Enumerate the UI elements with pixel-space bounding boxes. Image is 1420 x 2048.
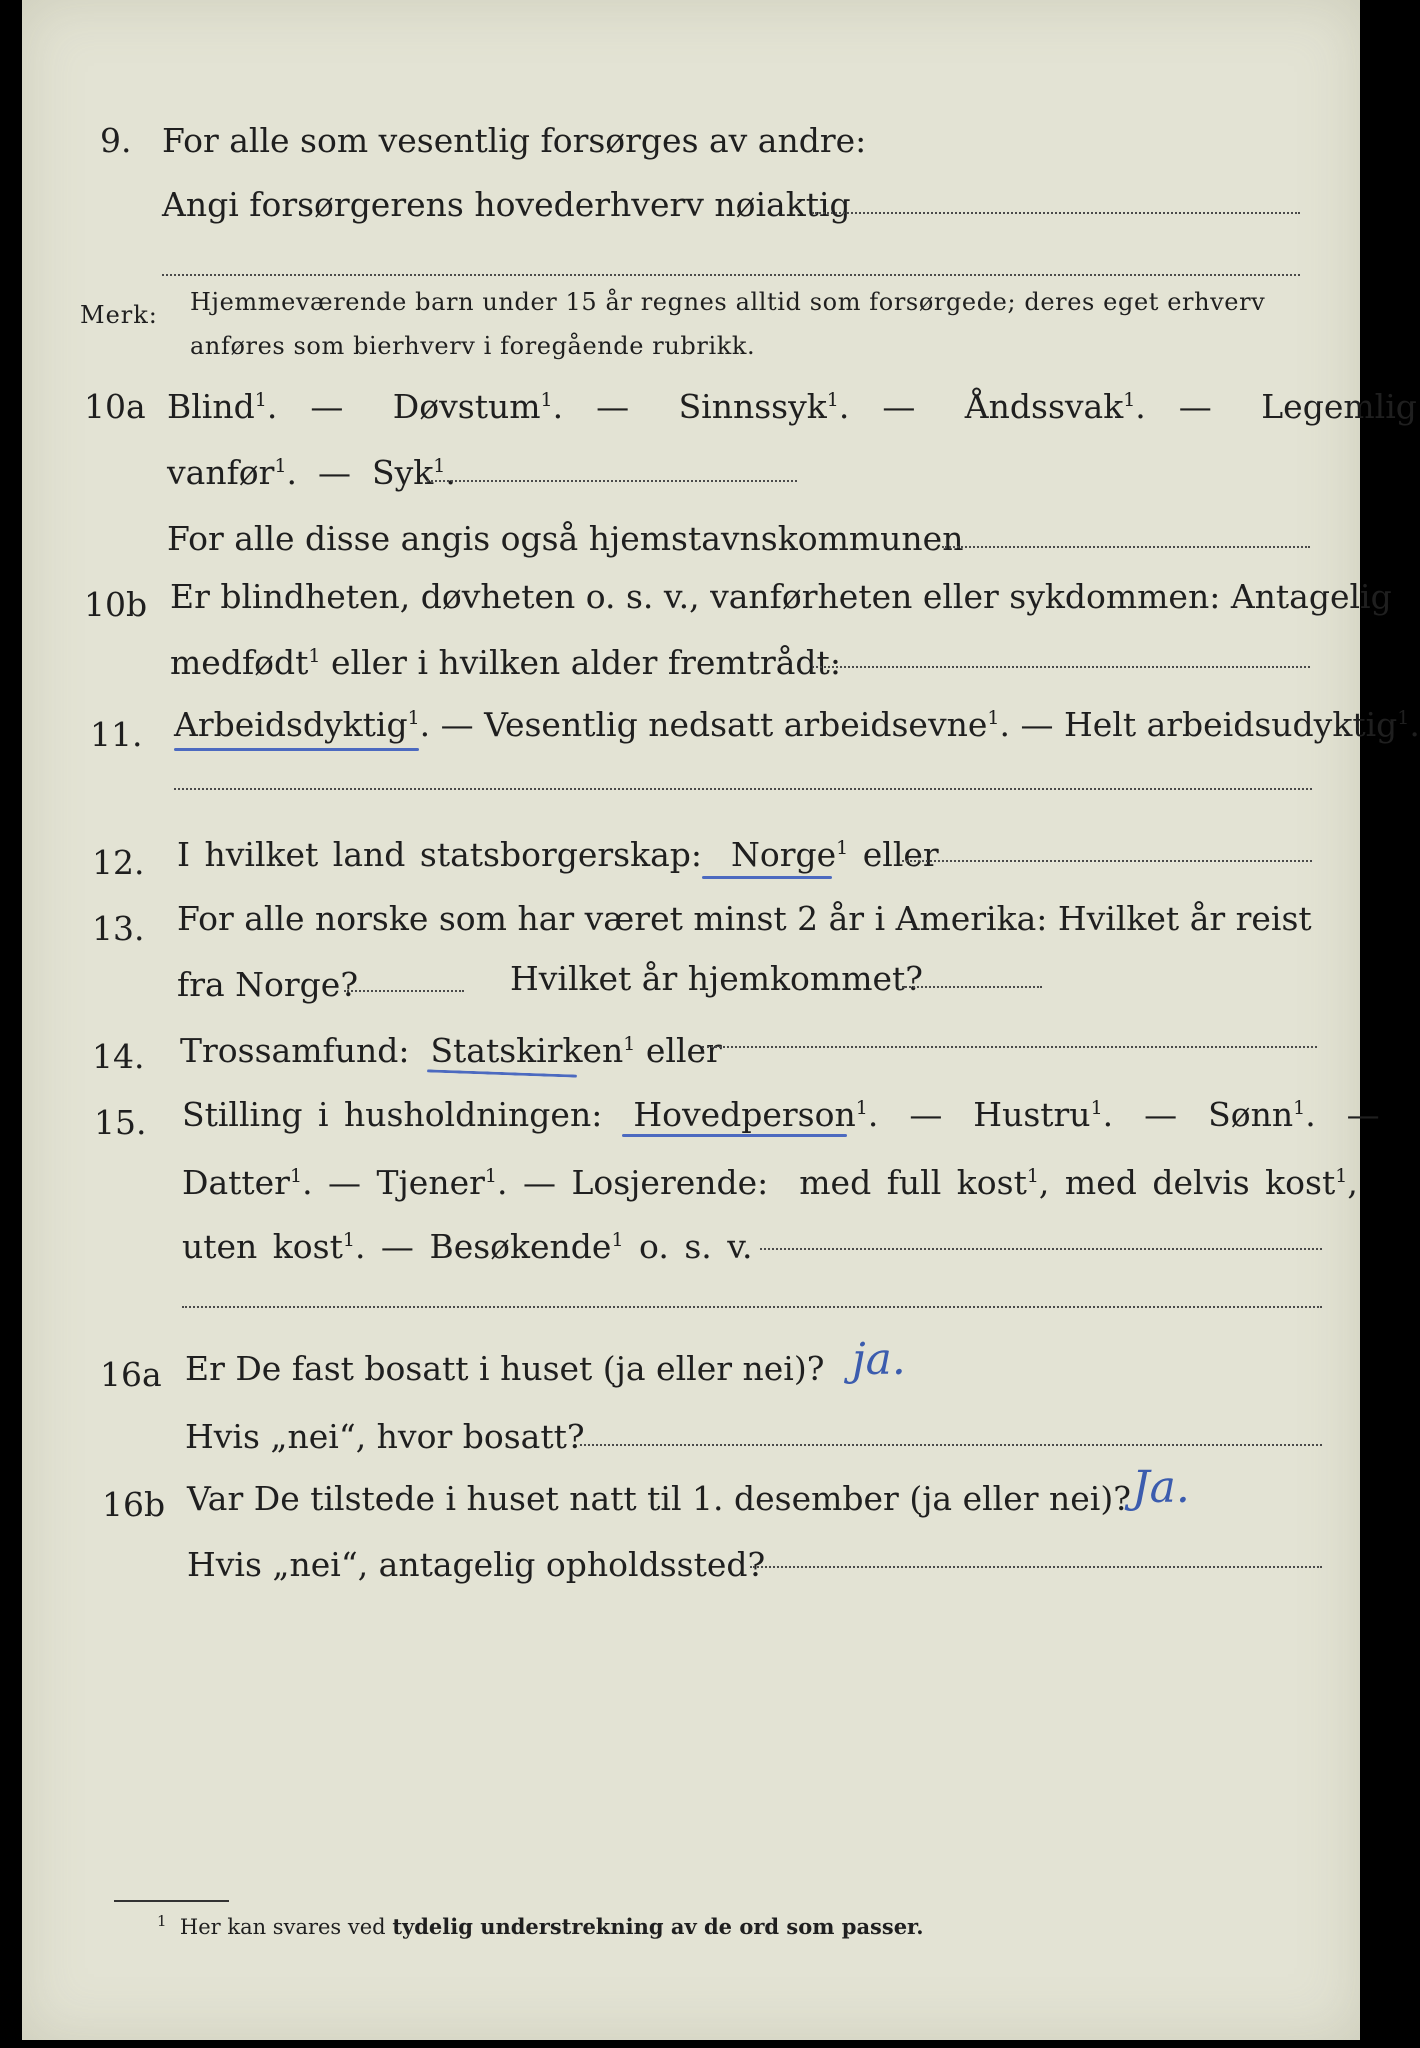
q9-answer-line-2[interactable]	[162, 274, 1300, 276]
q16b-line1: Var De tilstede i huset natt til 1. desember (ja eller nei)?	[187, 1479, 1131, 1518]
opt-blind[interactable]: Blind	[167, 387, 255, 426]
q11-answer-line[interactable]	[174, 788, 1312, 790]
q16a-answer-line[interactable]	[580, 1444, 1322, 1446]
opt-uten-kost[interactable]: uten kost	[182, 1227, 343, 1266]
census-form-page	[22, 0, 1420, 2040]
footnote: $^1$ Her kan svares ved tydelig understrekning av de ord som passer.	[157, 1912, 924, 1939]
opt-udyktig[interactable]: Helt arbeidsudyktig	[1063, 705, 1398, 744]
opt-delvis-kost[interactable]: med delvis kost	[1064, 1163, 1336, 1202]
q16a-number: 16a	[100, 1355, 162, 1394]
q13-line1: For alle norske som har været minst 2 år i Amerika: Hvilket år reist	[177, 899, 1312, 938]
opt-statskirken[interactable]: Statskirken	[430, 1031, 624, 1070]
opt-sinnssyk[interactable]: Sinnssyk	[678, 387, 827, 426]
q9-line2: Angi forsørgerens hovederhverv nøiaktig	[162, 185, 851, 224]
opt-nedsatt[interactable]: Vesentlig nedsatt arbeidsevne	[484, 705, 988, 744]
opt-norge[interactable]: Norge	[731, 835, 837, 874]
q16a-line1: Er De fast bosatt i huset (ja eller nei)?	[185, 1349, 825, 1388]
underline-arbeidsdyktig	[174, 748, 419, 751]
opt-full-kost[interactable]: med full kost	[799, 1163, 1027, 1202]
q16b-handwritten-answer[interactable]: Ja.	[1132, 1462, 1190, 1513]
underline-hovedperson	[622, 1134, 847, 1137]
q15-line3: uten kost$^1$. — Besøkende$^1$ o. s. v.	[182, 1227, 753, 1266]
q15-line1: Stilling i husholdningen: Hovedperson$^1$. — Hustru$^1$. — Sønn$^1$. —	[182, 1095, 1380, 1134]
q13-hjem-label: Hvilket år hjemkommet?	[510, 959, 923, 998]
q10b-answer-line[interactable]	[812, 666, 1310, 668]
q13-fra-label: fra Norge?	[177, 965, 359, 1004]
q16a-handwritten-answer[interactable]: ja.	[852, 1334, 906, 1385]
opt-hovedperson[interactable]: Hovedperson	[633, 1095, 856, 1134]
merk-line2: anføres som bierhverv i foregående rubrikk.	[190, 332, 756, 360]
q16b-number: 16b	[102, 1485, 166, 1524]
q11-number: 11.	[90, 715, 143, 754]
opt-tjener[interactable]: Tjener	[376, 1163, 485, 1202]
underline-statskirken	[427, 1069, 577, 1077]
q14-number: 14.	[92, 1037, 145, 1076]
opt-datter[interactable]: Datter	[182, 1163, 290, 1202]
q10b-line2: medfødt$^1$ eller i hvilken alder fremtrådt:	[170, 643, 841, 682]
q15-number: 15.	[94, 1103, 147, 1142]
q15-line2: Datter$^1$. — Tjener$^1$. — Losjerende: med full kost$^1$, med delvis kost$^1$,	[182, 1163, 1358, 1202]
merk-line1: Hjemmeværende barn under 15 år regnes alltid som forsørgede; deres eget erhverv	[190, 288, 1266, 316]
underline-norge	[702, 876, 832, 879]
q14-line: Trossamfund: Statskirken$^1$ eller	[180, 1031, 722, 1070]
q14-answer-line[interactable]	[702, 1046, 1317, 1048]
q13-number: 13.	[92, 909, 145, 948]
q10b-number: 10b	[84, 585, 148, 624]
opt-arbeidsdyktig[interactable]: Arbeidsdyktig	[174, 705, 408, 744]
q10a-hjemstavn-line[interactable]	[942, 546, 1310, 548]
q10a-line1: Blind$^1$. — Døvstum$^1$. — Sinnssyk$^1$. — Åndssvak$^1$. — Legemlig	[167, 387, 1417, 426]
merk-label: Merk:	[80, 301, 158, 329]
q16b-answer-line[interactable]	[750, 1566, 1322, 1568]
q11-line1: Arbeidsdyktig$^1$. — Vesentlig nedsatt arbeidsevne$^1$. — Helt arbeidsudyktig$^1$.	[174, 705, 1420, 744]
q13-hjem-line[interactable]	[902, 986, 1042, 988]
q12-answer-line[interactable]	[902, 860, 1312, 862]
q10a-answer-line[interactable]	[427, 480, 797, 482]
q16a-line2: Hvis „nei“, hvor bosatt?	[185, 1417, 585, 1456]
q13-fra-line[interactable]	[344, 990, 464, 992]
q10a-line3: For alle disse angis også hjemstavnskommunen	[167, 519, 964, 558]
q15-answer-line[interactable]	[760, 1248, 1322, 1250]
opt-hustru[interactable]: Hustru	[973, 1095, 1091, 1134]
q9-line1: For alle som vesentlig forsørges av andre:	[162, 121, 867, 160]
footnote-rule	[114, 1900, 229, 1902]
q10b-line1: Er blindheten, døvheten o. s. v., vanførheten eller sykdommen: Antagelig	[170, 577, 1392, 616]
opt-besokende[interactable]: Besøkende	[429, 1227, 612, 1266]
q9-number: 9.	[100, 121, 132, 160]
opt-legemlig[interactable]: Legemlig	[1261, 387, 1417, 426]
q10a-line2: vanfør$^1$. — Syk$^1$.	[167, 453, 456, 492]
opt-medfodt[interactable]: medfødt	[170, 643, 309, 682]
q15-answer-line-2[interactable]	[182, 1306, 1322, 1308]
q16b-line2: Hvis „nei“, antagelig opholdssted?	[187, 1545, 766, 1584]
opt-dovstum[interactable]: Døvstum	[392, 387, 541, 426]
opt-sonn[interactable]: Sønn	[1208, 1095, 1294, 1134]
opt-syk[interactable]: Syk	[371, 453, 434, 492]
q12-line: I hvilket land statsborgerskap: Norge$^1$ eller	[177, 835, 939, 874]
q12-number: 12.	[92, 843, 145, 882]
q9-answer-line[interactable]	[812, 212, 1300, 214]
opt-vanfor[interactable]: vanfør	[167, 453, 275, 492]
q10a-number: 10a	[84, 387, 146, 426]
opt-andssvak[interactable]: Åndssvak	[964, 387, 1124, 426]
